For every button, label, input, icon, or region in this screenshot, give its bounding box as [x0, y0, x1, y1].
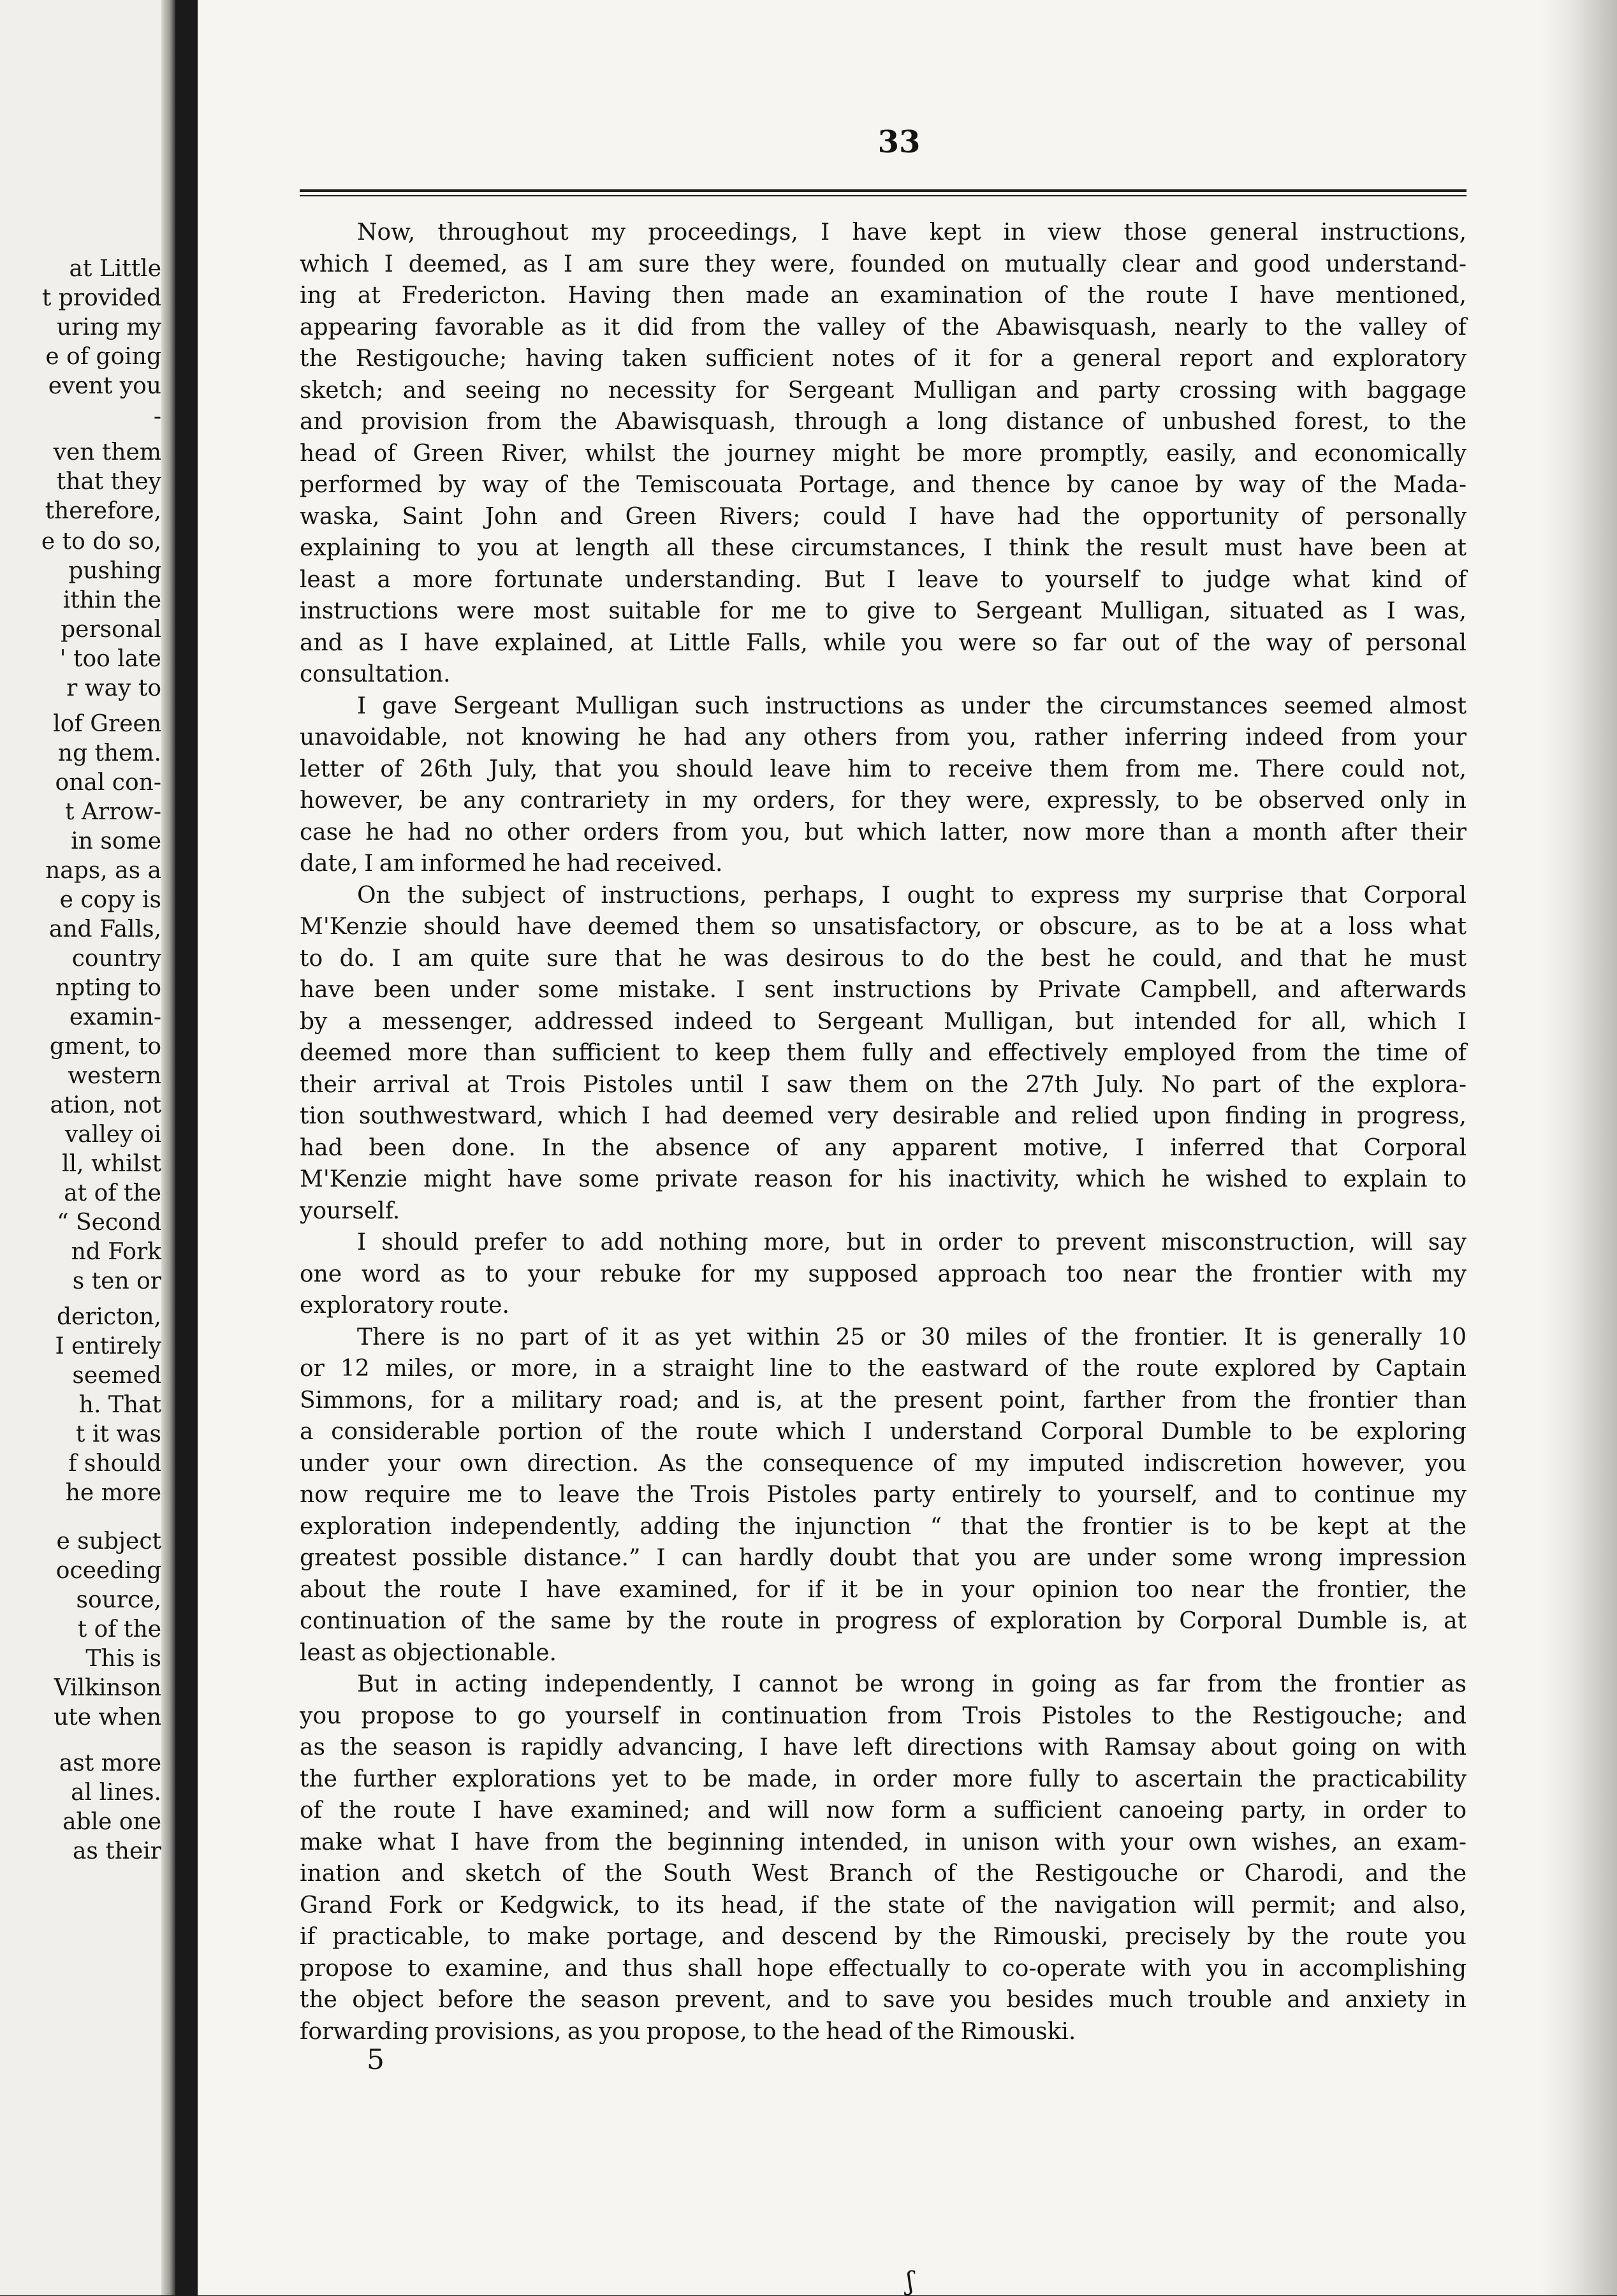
body-line: about the route I have examined, for if it be in your opinion too near the frontier, the [300, 1577, 1467, 1603]
body-line: tion southwestward, which I had deemed very desirable and relied upon finding in progress, [300, 1103, 1467, 1129]
facing-page-line: country [71, 946, 161, 972]
facing-page-line: e copy is [59, 887, 161, 913]
body-line: Simmons, for a military road; and is, at the present point, farther from the frontier than [300, 1387, 1467, 1414]
body-line: have been under some mistake. I sent instructions by Private Campbell, and afterwards [300, 977, 1467, 1003]
body-line: one word as to your rebuke for my supposed approach too near the frontier with my [300, 1261, 1467, 1287]
facing-page-line: personal [61, 617, 161, 643]
facing-page-line: he more [65, 1480, 161, 1506]
facing-page-line: event you [48, 373, 161, 399]
facing-page-line: at Little [69, 256, 161, 282]
body-line: Now, throughout my proceedings, I have kept in view those general instructions, [357, 219, 1467, 245]
body-line: case he had no other orders from you, but which latter, now more than a month after their [300, 819, 1467, 845]
body-line: letter of 26th July, that you should leave him to receive them from me. There could not, [300, 756, 1467, 782]
facing-page-line: ng them. [57, 740, 161, 766]
facing-page-fragment [0, 0, 175, 2295]
facing-page-line: source, [76, 1587, 161, 1613]
facing-page-line: e of going [45, 344, 161, 370]
body-line: now require me to leave the Trois Pistoles party entirely to yourself, and to continue my [300, 1482, 1467, 1508]
facing-page-line: npting to [55, 975, 161, 1001]
facing-page-line: ll, whilst [62, 1151, 161, 1177]
facing-page-line: f should [68, 1451, 161, 1477]
facing-page-line: dericton, [56, 1304, 161, 1330]
body-line: the further explorations yet to be made, in order more fully to ascertain the practicability [300, 1766, 1467, 1792]
facing-page-line: able one [62, 1809, 161, 1835]
body-line: ination and sketch of the South West Branch of the Restigouche or Charodi, and the [300, 1861, 1467, 1887]
body-line: I should prefer to add nothing more, but in order to prevent misconstruction, will say [357, 1229, 1467, 1255]
body-line: their arrival at Trois Pistoles until I saw them on the 27th July. No part of the explora- [300, 1072, 1467, 1098]
signature-mark: 5 [367, 2044, 384, 2076]
body-line: yourself. [300, 1198, 400, 1224]
body-line: and as I have explained, at Little Falls, while you were so far out of the way of personal [300, 630, 1467, 656]
facing-page-line: ven them [53, 439, 161, 465]
body-line: Grand Fork or Kedgwick, to its head, if the state of the navigation will permit; and also, [300, 1892, 1467, 1919]
body-line: deemed more than sufficient to keep them fully and effectively employed from the time of [300, 1040, 1467, 1066]
facing-page-line: that they [56, 469, 161, 495]
body-line: M'Kenzie might have some private reason for his inactivity, which he wished to explain to [300, 1166, 1467, 1192]
facing-page-line: nd Fork [71, 1239, 161, 1265]
facing-page-line: examin- [69, 1004, 161, 1030]
body-line: you propose to go yourself in continuation from Trois Pistoles to the Restigouche; and [300, 1703, 1467, 1729]
facing-page-line: seemed [72, 1363, 161, 1389]
body-line: consultation. [300, 661, 451, 687]
body-line: exploration independently, adding the injunction “ that the frontier is to be kept at the [300, 1514, 1467, 1540]
facing-page-line: s ten or [72, 1268, 161, 1294]
body-line: greatest possible distance.” I can hardly doubt that you are under some wrong impression [300, 1545, 1467, 1571]
body-line: continuation of the same by the route in progress of exploration by Corporal Dumble is, at [300, 1608, 1467, 1634]
facing-page-line: onal con- [55, 770, 161, 796]
body-line: But in acting independently, I cannot be wrong in going as far from the frontier as [357, 1671, 1467, 1697]
facing-page-line: t provided [41, 285, 161, 311]
facing-page-line: western [68, 1063, 161, 1089]
header-rule [300, 189, 1467, 192]
facing-page-line: naps, as a [45, 858, 161, 884]
body-line: of the route I have examined; and will now form a sufficient canoeing party, in order to [300, 1797, 1467, 1824]
body-line: had been done. In the absence of any apparent motive, I inferred that Corporal [300, 1135, 1467, 1161]
body-line: by a messenger, addressed indeed to Sergeant Mulligan, but intended for all, which I [300, 1009, 1467, 1035]
facing-page-line: as their [72, 1838, 161, 1864]
facing-page-line: e subject [56, 1528, 161, 1554]
body-line: sketch; and seeing no necessity for Sergeant Mulligan and party crossing with baggage [300, 377, 1467, 404]
body-line: On the subject of instructions, perhaps, I ought to express my surprise that Corporal [357, 882, 1467, 909]
facing-page-line: r way to [66, 675, 161, 701]
facing-page-line: “ Second [57, 1210, 161, 1236]
body-line: the object before the season prevent, and to save you besides much trouble and anxiety in [300, 1987, 1467, 2013]
facing-page-line: h. That [78, 1392, 161, 1418]
body-line: date, I am informed he had received. [300, 851, 723, 877]
body-line: head of Green River, whilst the journey might be more promptly, easily, and economically [300, 441, 1467, 467]
facing-page-line: ute when [54, 1704, 161, 1730]
body-line: and provision from the Abawisquash, through a long distance of unbushed forest, to the [300, 409, 1467, 435]
facing-page-line: al lines. [71, 1780, 161, 1806]
facing-page-line: t of the [77, 1616, 161, 1642]
page-gutter [161, 0, 175, 2295]
body-line: the Restigouche; having taken sufficient notes of it for a general report and exploratory [300, 346, 1467, 372]
facing-page-line: This is [85, 1646, 161, 1672]
body-line: or 12 miles, or more, in a straight line to the eastward of the route explored by Captain [300, 1356, 1467, 1382]
facing-page-line: pushing [68, 558, 161, 584]
facing-page-line: gment, to [49, 1034, 161, 1060]
body-line: performed by way of the Temiscouata Portage, and thence by canoe by way of the Mada- [300, 472, 1467, 498]
body-line: propose to examine, and thus shall hope effectually to co-operate with you in accomplishing [300, 1956, 1467, 1982]
body-line: to do. I am quite sure that he was desirous to do the best he could, and that he must [300, 946, 1467, 972]
body-line: make what I have from the beginning intended, in unison with your own wishes, an exam- [300, 1829, 1467, 1855]
body-line: which I deemed, as I am sure they were, founded on mutually clear and good understand- [300, 251, 1467, 277]
page-edge-shadow [1540, 0, 1617, 2295]
body-line: under your own direction. As the consequence of my imputed indiscretion however, you [300, 1451, 1467, 1477]
body-line: There is no part of it as yet within 25 or 30 miles of the frontier. It is generally 10 [357, 1324, 1467, 1350]
header-rule-thin [300, 195, 1467, 196]
facing-page-line: valley oi [64, 1122, 161, 1148]
facing-page-line: ation, not [50, 1092, 161, 1118]
body-line: least as objectionable. [300, 1640, 557, 1666]
body-line: a considerable portion of the route which I understand Corporal Dumble to be exploring [300, 1419, 1467, 1445]
facing-page-line: uring my [56, 314, 161, 340]
facing-page-line: t it was [75, 1421, 161, 1447]
facing-page-line: oceeding [55, 1558, 161, 1584]
body-line: explaining to you at length all these circumstances, I think the result must have been at [300, 535, 1467, 561]
body-line: appearing favorable as it did from the valley of the Abawisquash, nearly to the valley of [300, 314, 1467, 340]
body-line: M'Kenzie should have deemed them so unsatisfactory, or obscure, as to be at a loss what [300, 914, 1467, 940]
facing-page-line: ithin the [62, 587, 161, 613]
body-line: if practicable, to make portage, and descend by the Rimouski, precisely by the route you [300, 1924, 1467, 1950]
body-line: exploratory route. [300, 1292, 509, 1319]
body-line: ing at Fredericton. Having then made an examination of the route I have mentioned, [300, 282, 1467, 309]
facing-page-line: lof Green [53, 711, 161, 737]
body-line: I gave Sergeant Mulligan such instructions as under the circumstances seemed almost [357, 693, 1467, 719]
body-line: forwarding provisions, as you propose, to the head of the Rimouski. [300, 2019, 1076, 2045]
page-number: 33 [877, 124, 921, 160]
main-page [198, 0, 1617, 2295]
facing-page-line: ast more [59, 1750, 161, 1776]
body-line: least a more fortunate understanding. But I leave to yourself to judge what kind of [300, 567, 1467, 593]
body-line: as the season is rapidly advancing, I have left directions with Ramsay about going on with [300, 1734, 1467, 1760]
facing-page-line: at of the [64, 1180, 161, 1206]
body-line: waska, Saint John and Green Rivers; could I have had the opportunity of personally [300, 504, 1467, 530]
facing-page-line: I entirely [55, 1333, 161, 1359]
body-line: instructions were most suitable for me to give to Sergeant Mulligan, situated as I was, [300, 598, 1467, 624]
facing-page-line: t Arrow- [65, 799, 161, 825]
facing-page-line: ' too late [59, 646, 161, 672]
body-line: however, be any contrariety in my orders, for they were, expressly, to be observed only in [300, 787, 1467, 814]
facing-page-line: e to do so, [41, 529, 161, 555]
body-line: unavoidable, not knowing he had any others from you, rather inferring indeed from your [300, 724, 1467, 750]
facing-page-line: and Falls, [48, 916, 161, 942]
facing-page-line: Vilkinson [54, 1675, 161, 1701]
facing-page-line: in some [71, 828, 161, 854]
bottom-mark: ʃ [907, 2267, 914, 2296]
facing-page-line: therefore, [45, 498, 161, 524]
facing-page-line: - [153, 404, 161, 430]
